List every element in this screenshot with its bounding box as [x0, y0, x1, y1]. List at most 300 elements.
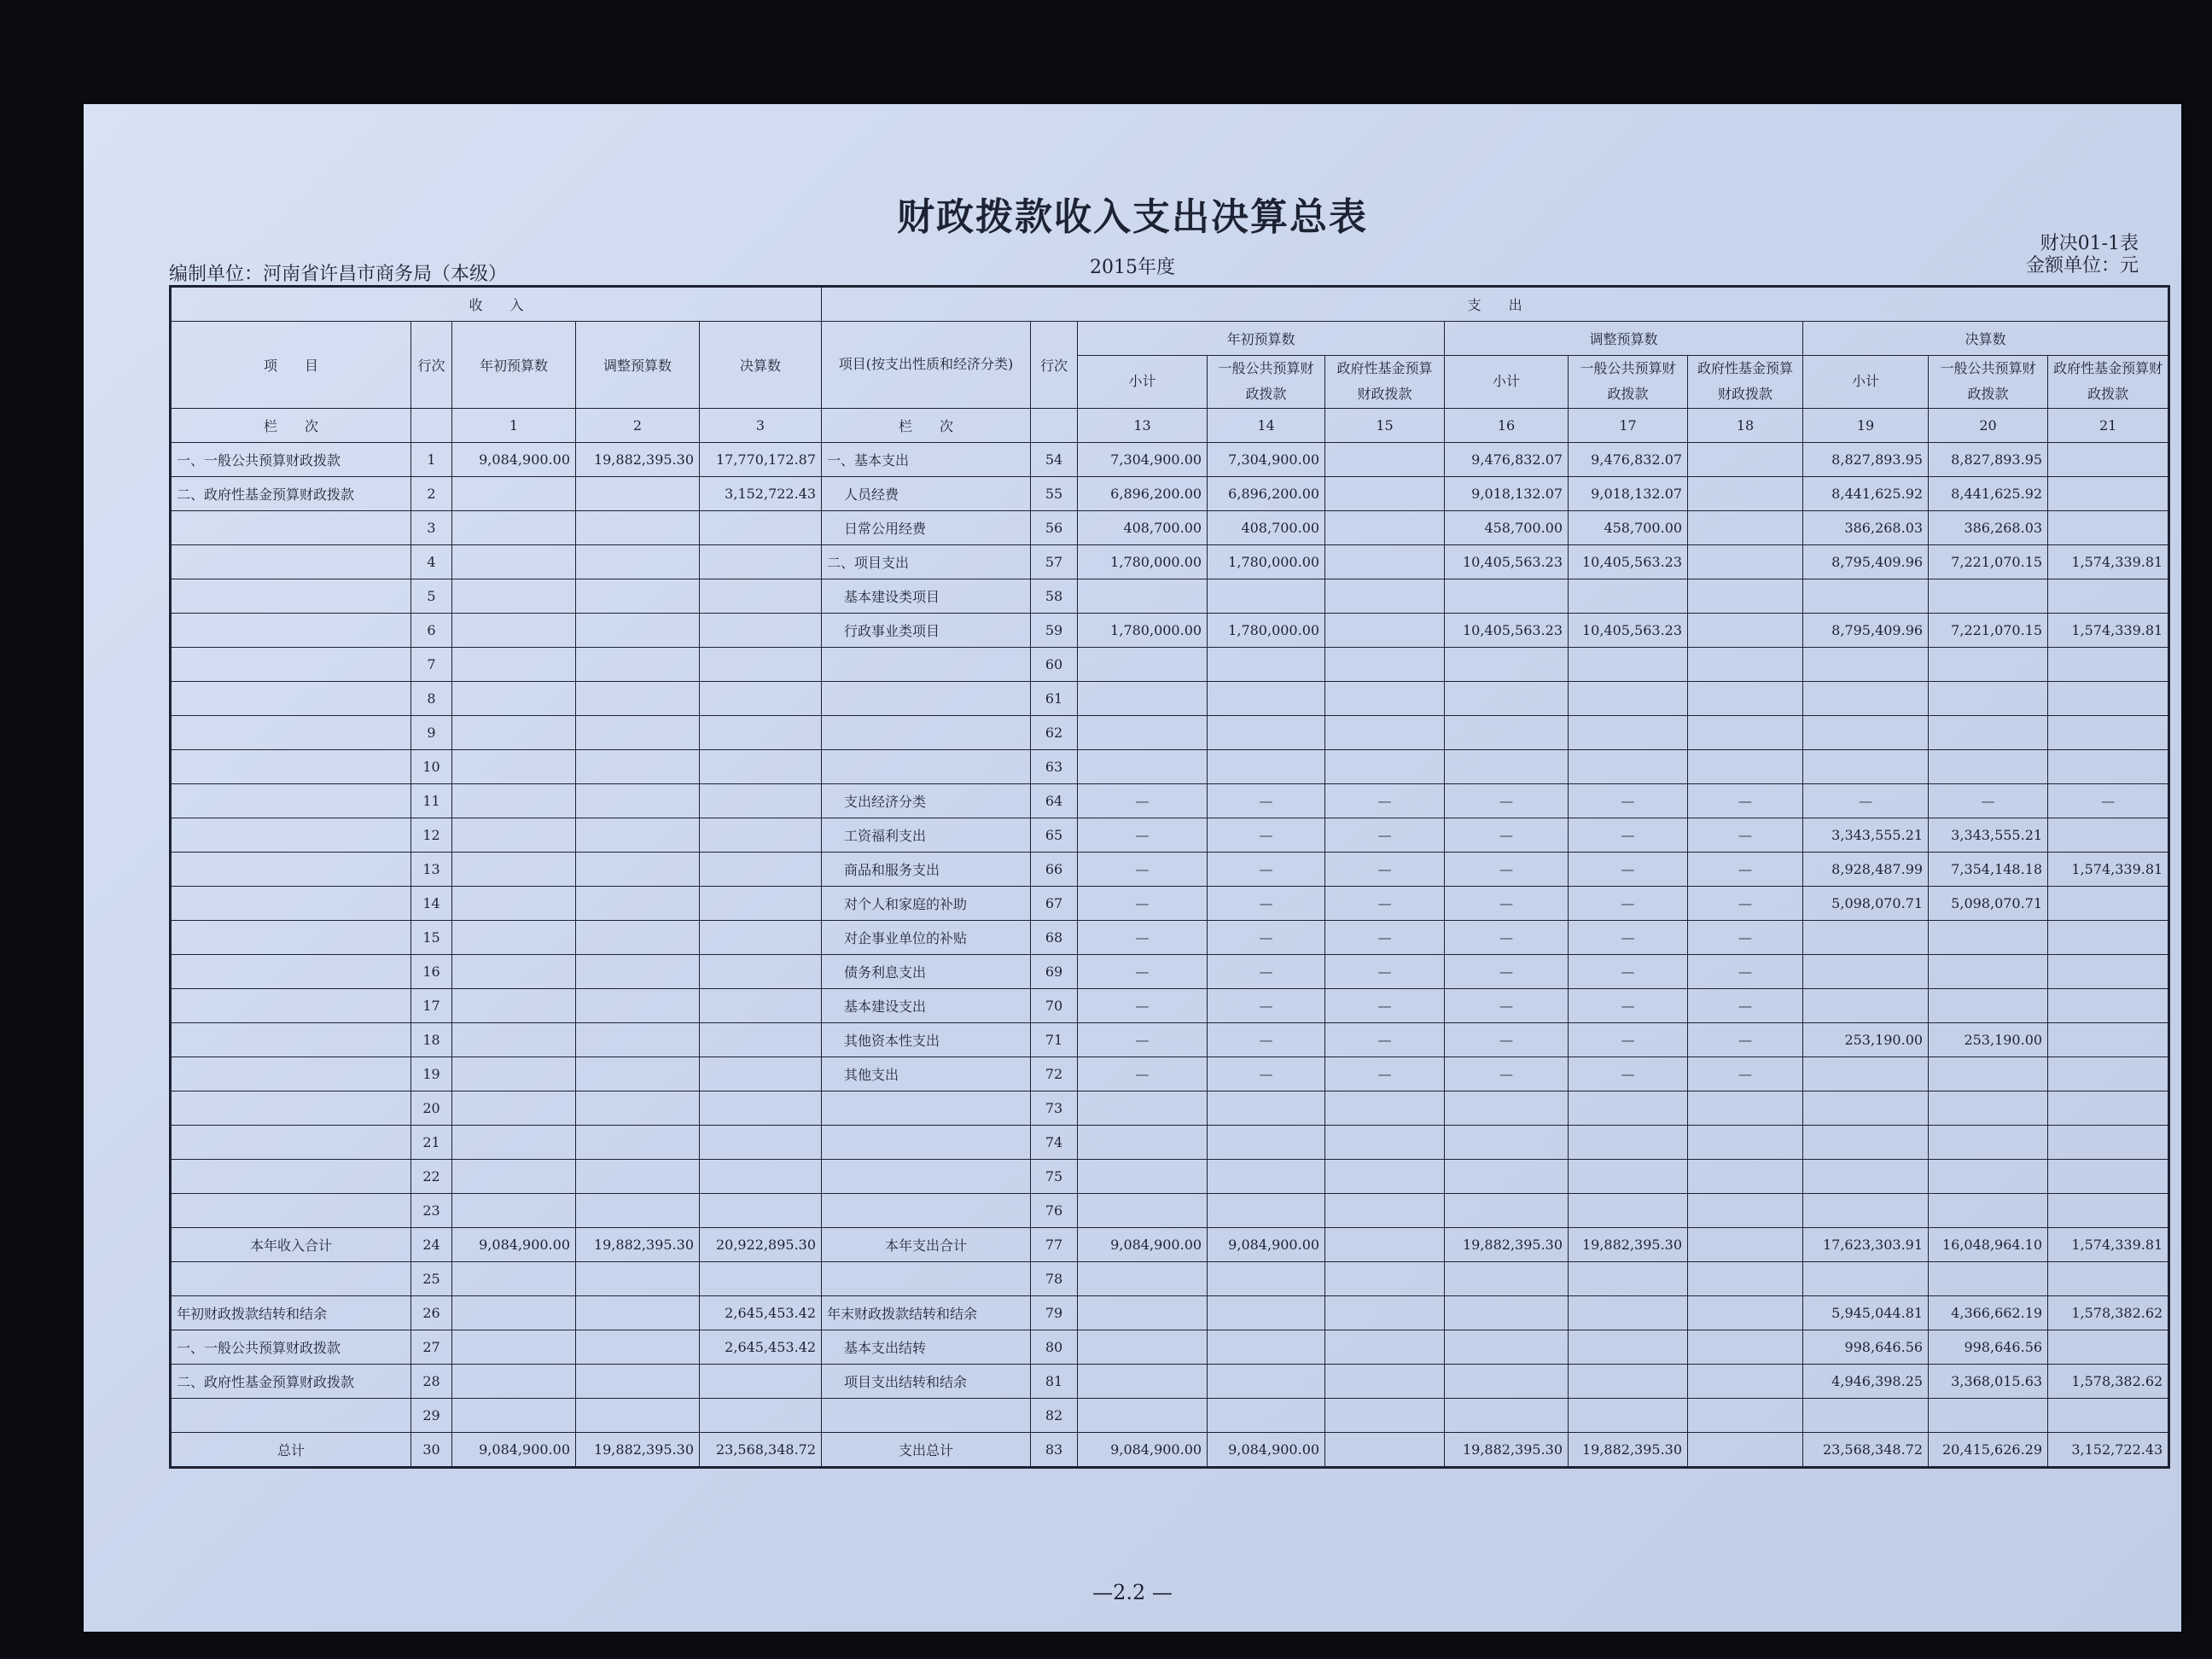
initial-general-cell — [1208, 1159, 1325, 1193]
final-general-cell — [1929, 579, 2048, 613]
adjusted-subtotal-header: 小计 — [1445, 356, 1569, 409]
final-subtotal-cell: 3,343,555.21 — [1803, 818, 1929, 852]
table-row — [171, 1193, 2169, 1227]
initial-fund-cell: — — [1325, 886, 1445, 920]
income-final-cell — [700, 749, 822, 783]
final-fund-cell — [2048, 954, 2169, 988]
final-general-cell — [1929, 920, 2048, 954]
expense-item-cell — [822, 681, 1031, 715]
initial-subtotal-cell — [1078, 1193, 1208, 1227]
final-general-cell — [1929, 954, 2048, 988]
income-row-no-cell: 16 — [411, 954, 452, 988]
adjusted-fund-cell — [1688, 613, 1803, 647]
initial-fund-cell — [1325, 579, 1445, 613]
adjusted-general-cell: 9,476,832.07 — [1569, 442, 1688, 476]
expense-row-no-cell: 63 — [1031, 749, 1078, 783]
table-row — [171, 1364, 2169, 1398]
initial-fund-cell: — — [1325, 818, 1445, 852]
expense-item-cell: 支出经济分类 — [822, 783, 1031, 818]
initial-fund-cell — [1325, 544, 1445, 579]
final-general-cell: 20,415,626.29 — [1929, 1432, 2048, 1467]
income-item-cell — [171, 818, 411, 852]
initial-general-cell: — — [1208, 954, 1325, 988]
income-initial-cell — [452, 681, 576, 715]
final-subtotal-cell: 8,827,893.95 — [1803, 442, 1929, 476]
expense-row-no-cell: 65 — [1031, 818, 1078, 852]
adjusted-subtotal-cell — [1445, 749, 1569, 783]
income-adjusted-cell — [576, 510, 700, 544]
adjusted-fund-cell: — — [1688, 818, 1803, 852]
income-row-no-cell: 9 — [411, 715, 452, 749]
final-fund-cell: 1,574,339.81 — [2048, 544, 2169, 579]
initial-general-header: 一般公共预算财政拨款 — [1208, 356, 1325, 409]
column-number: 14 — [1208, 408, 1325, 442]
final-general-cell: 386,268.03 — [1929, 510, 2048, 544]
table-row — [171, 1057, 2169, 1091]
adjusted-subtotal-cell: — — [1445, 818, 1569, 852]
column-label-blank — [411, 408, 452, 442]
table-row — [171, 1295, 2169, 1330]
income-item-cell — [171, 1193, 411, 1227]
adjusted-fund-cell — [1688, 749, 1803, 783]
initial-fund-cell: — — [1325, 852, 1445, 886]
adjusted-fund-cell — [1688, 1330, 1803, 1364]
final-general-cell: 7,221,070.15 — [1929, 544, 2048, 579]
initial-general-cell — [1208, 1193, 1325, 1227]
income-adjusted-cell: 19,882,395.30 — [576, 442, 700, 476]
table-row — [171, 442, 2169, 476]
income-adjusted-cell — [576, 954, 700, 988]
initial-fund-cell — [1325, 510, 1445, 544]
table-row — [171, 1125, 2169, 1159]
expense-row-no-cell: 71 — [1031, 1022, 1078, 1057]
income-item-cell: 本年收入合计 — [171, 1227, 411, 1261]
final-fund-cell — [2048, 1330, 2169, 1364]
final-fund-cell — [2048, 1057, 2169, 1091]
income-final-cell — [700, 1193, 822, 1227]
initial-subtotal-cell: — — [1078, 988, 1208, 1022]
expense-initial-group: 年初预算数 — [1078, 322, 1445, 356]
initial-fund-cell: — — [1325, 988, 1445, 1022]
final-subtotal-cell: 253,190.00 — [1803, 1022, 1929, 1057]
income-initial-cell — [452, 749, 576, 783]
adjusted-fund-cell — [1688, 1193, 1803, 1227]
expense-row-no-cell: 78 — [1031, 1261, 1078, 1295]
initial-general-cell: 1,780,000.00 — [1208, 613, 1325, 647]
income-adjusted-cell — [576, 647, 700, 681]
adjusted-fund-cell — [1688, 1091, 1803, 1125]
final-general-cell: 8,441,625.92 — [1929, 476, 2048, 510]
expense-item-cell: 债务利息支出 — [822, 954, 1031, 988]
adjusted-fund-cell: — — [1688, 1057, 1803, 1091]
adjusted-fund-header: 政府性基金预算财政拨款 — [1688, 356, 1803, 409]
final-general-cell — [1929, 988, 2048, 1022]
income-row-no-cell: 12 — [411, 818, 452, 852]
initial-fund-cell — [1325, 476, 1445, 510]
income-adjusted-cell — [576, 920, 700, 954]
income-row-no-cell: 8 — [411, 681, 452, 715]
income-row-no-cell: 2 — [411, 476, 452, 510]
final-subtotal-cell — [1803, 1159, 1929, 1193]
income-initial-cell — [452, 715, 576, 749]
adjusted-subtotal-cell: — — [1445, 783, 1569, 818]
initial-subtotal-cell — [1078, 1398, 1208, 1432]
income-adjusted-cell — [576, 1193, 700, 1227]
expense-item-cell: 一、基本支出 — [822, 442, 1031, 476]
final-fund-cell — [2048, 1398, 2169, 1432]
adjusted-general-cell — [1569, 1330, 1688, 1364]
final-subtotal-cell — [1803, 1193, 1929, 1227]
income-initial-cell — [452, 1193, 576, 1227]
expense-row-no-cell: 62 — [1031, 715, 1078, 749]
adjusted-general-cell — [1569, 1125, 1688, 1159]
income-header: 收 入 — [171, 287, 822, 322]
final-general-cell: 3,368,015.63 — [1929, 1364, 2048, 1398]
initial-subtotal-cell: 7,304,900.00 — [1078, 442, 1208, 476]
initial-subtotal-cell: — — [1078, 920, 1208, 954]
table-row — [171, 510, 2169, 544]
expense-item-cell: 二、项目支出 — [822, 544, 1031, 579]
initial-general-cell — [1208, 1125, 1325, 1159]
column-number: 15 — [1325, 408, 1445, 442]
income-item-cell — [171, 1261, 411, 1295]
column-label-blank — [1031, 408, 1078, 442]
initial-fund-header: 政府性基金预算财政拨款 — [1325, 356, 1445, 409]
initial-general-cell: 9,084,900.00 — [1208, 1432, 1325, 1467]
table-row — [171, 1091, 2169, 1125]
income-adjusted-cell — [576, 1295, 700, 1330]
income-row-no-cell: 21 — [411, 1125, 452, 1159]
final-general-cell — [1929, 1091, 2048, 1125]
income-item-cell — [171, 988, 411, 1022]
final-fund-cell — [2048, 1022, 2169, 1057]
initial-subtotal-cell — [1078, 681, 1208, 715]
final-fund-cell — [2048, 681, 2169, 715]
income-initial-cell — [452, 783, 576, 818]
adjusted-general-cell — [1569, 681, 1688, 715]
income-row-no-cell: 23 — [411, 1193, 452, 1227]
adjusted-subtotal-cell: — — [1445, 886, 1569, 920]
final-general-cell — [1929, 715, 2048, 749]
adjusted-subtotal-cell — [1445, 1125, 1569, 1159]
final-fund-cell — [2048, 476, 2169, 510]
income-item-cell — [171, 852, 411, 886]
initial-fund-cell: — — [1325, 783, 1445, 818]
expense-row-no-cell: 73 — [1031, 1091, 1078, 1125]
initial-fund-cell — [1325, 1227, 1445, 1261]
final-general-cell — [1929, 1159, 2048, 1193]
final-subtotal-cell — [1803, 647, 1929, 681]
adjusted-general-header: 一般公共预算财政拨款 — [1569, 356, 1688, 409]
income-final-cell — [700, 1057, 822, 1091]
expense-item-cell — [822, 715, 1031, 749]
income-row-no-cell: 17 — [411, 988, 452, 1022]
expense-item-cell: 基本支出结转 — [822, 1330, 1031, 1364]
income-adjusted-cell — [576, 886, 700, 920]
final-fund-cell — [2048, 510, 2169, 544]
initial-fund-cell — [1325, 1364, 1445, 1398]
initial-subtotal-cell: — — [1078, 1022, 1208, 1057]
initial-subtotal-cell: 1,780,000.00 — [1078, 613, 1208, 647]
expense-item-cell: 工资福利支出 — [822, 818, 1031, 852]
initial-general-cell: — — [1208, 886, 1325, 920]
adjusted-general-cell: — — [1569, 783, 1688, 818]
initial-general-cell: — — [1208, 852, 1325, 886]
income-item-cell — [171, 886, 411, 920]
final-general-cell: 5,098,070.71 — [1929, 886, 2048, 920]
income-adjusted-cell — [576, 1091, 700, 1125]
adjusted-fund-cell: — — [1688, 1022, 1803, 1057]
adjusted-subtotal-cell: — — [1445, 1022, 1569, 1057]
initial-subtotal-cell: — — [1078, 954, 1208, 988]
expense-item-cell — [822, 1159, 1031, 1193]
initial-subtotal-header: 小计 — [1078, 356, 1208, 409]
final-fund-cell — [2048, 1091, 2169, 1125]
final-fund-cell: 1,574,339.81 — [2048, 852, 2169, 886]
initial-subtotal-cell: 9,084,900.00 — [1078, 1227, 1208, 1261]
income-final-cell: 23,568,348.72 — [700, 1432, 822, 1467]
adjusted-general-cell: — — [1569, 920, 1688, 954]
initial-general-cell — [1208, 1398, 1325, 1432]
table-row — [171, 988, 2169, 1022]
expense-row-no-cell: 77 — [1031, 1227, 1078, 1261]
expense-item-header: 项目(按支出性质和经济分类) — [822, 322, 1031, 409]
adjusted-subtotal-cell: 9,476,832.07 — [1445, 442, 1569, 476]
adjusted-fund-cell: — — [1688, 783, 1803, 818]
income-initial-cell — [452, 510, 576, 544]
income-adjusted-cell — [576, 715, 700, 749]
table-row — [171, 681, 2169, 715]
initial-general-cell: — — [1208, 783, 1325, 818]
income-row-no-cell: 15 — [411, 920, 452, 954]
final-subtotal-cell — [1803, 1091, 1929, 1125]
income-final-cell — [700, 544, 822, 579]
income-row-no-cell: 18 — [411, 1022, 452, 1057]
income-adjusted-cell — [576, 988, 700, 1022]
initial-subtotal-cell — [1078, 1125, 1208, 1159]
initial-fund-cell — [1325, 442, 1445, 476]
initial-general-cell — [1208, 715, 1325, 749]
final-general-cell: 998,646.56 — [1929, 1330, 2048, 1364]
income-row-no-cell: 25 — [411, 1261, 452, 1295]
adjusted-general-cell — [1569, 1159, 1688, 1193]
income-initial-cell — [452, 1057, 576, 1091]
initial-fund-cell — [1325, 1159, 1445, 1193]
adjusted-general-cell: — — [1569, 988, 1688, 1022]
adjusted-subtotal-cell: — — [1445, 988, 1569, 1022]
expense-row-no-cell: 55 — [1031, 476, 1078, 510]
adjusted-fund-cell — [1688, 1398, 1803, 1432]
income-item-cell: 年初财政拨款结转和结余 — [171, 1295, 411, 1330]
initial-subtotal-cell: — — [1078, 818, 1208, 852]
income-item-cell — [171, 613, 411, 647]
adjusted-general-cell: 9,018,132.07 — [1569, 476, 1688, 510]
income-adjusted-cell — [576, 1057, 700, 1091]
final-accounts-table — [169, 285, 2170, 1469]
expense-item-cell: 行政事业类项目 — [822, 613, 1031, 647]
final-general-cell: 7,354,148.18 — [1929, 852, 2048, 886]
final-subtotal-cell — [1803, 920, 1929, 954]
initial-general-cell — [1208, 681, 1325, 715]
final-fund-cell: — — [2048, 783, 2169, 818]
income-final-cell — [700, 681, 822, 715]
expense-row-no-cell: 68 — [1031, 920, 1078, 954]
income-final-cell — [700, 1091, 822, 1125]
table-row — [171, 1159, 2169, 1193]
expense-adjusted-group: 调整预算数 — [1445, 322, 1803, 356]
income-adjusted-cell — [576, 1364, 700, 1398]
initial-subtotal-cell: 1,780,000.00 — [1078, 544, 1208, 579]
initial-general-cell — [1208, 647, 1325, 681]
adjusted-fund-cell — [1688, 1364, 1803, 1398]
initial-fund-cell: — — [1325, 954, 1445, 988]
income-adjusted-cell — [576, 783, 700, 818]
income-final-cell: 20,922,895.30 — [700, 1227, 822, 1261]
expense-item-cell: 基本建设类项目 — [822, 579, 1031, 613]
adjusted-subtotal-cell — [1445, 681, 1569, 715]
adjusted-general-cell — [1569, 1261, 1688, 1295]
table-row — [171, 886, 2169, 920]
final-general-cell — [1929, 681, 2048, 715]
adjusted-general-cell — [1569, 647, 1688, 681]
expense-row-no-cell: 81 — [1031, 1364, 1078, 1398]
expense-row-no-cell: 59 — [1031, 613, 1078, 647]
income-final-cell — [700, 1159, 822, 1193]
initial-fund-cell — [1325, 1330, 1445, 1364]
expense-item-cell — [822, 1398, 1031, 1432]
initial-subtotal-cell — [1078, 579, 1208, 613]
final-fund-cell — [2048, 1159, 2169, 1193]
adjusted-general-cell: — — [1569, 1057, 1688, 1091]
income-row-no-cell: 11 — [411, 783, 452, 818]
table-row — [171, 749, 2169, 783]
adjusted-fund-cell — [1688, 544, 1803, 579]
adjusted-general-cell: — — [1569, 886, 1688, 920]
income-item-cell — [171, 510, 411, 544]
final-subtotal-cell: 998,646.56 — [1803, 1330, 1929, 1364]
expense-row-no-cell: 67 — [1031, 886, 1078, 920]
currency-unit: 金额单位：元 — [2025, 255, 2139, 276]
income-adjusted-cell — [576, 1261, 700, 1295]
expense-item-cell: 年末财政拨款结转和结余 — [822, 1295, 1031, 1330]
table-row — [171, 954, 2169, 988]
final-subtotal-cell: 8,441,625.92 — [1803, 476, 1929, 510]
final-fund-cell — [2048, 886, 2169, 920]
income-initial-cell — [452, 647, 576, 681]
income-row-no-cell: 14 — [411, 886, 452, 920]
income-row-no-cell: 10 — [411, 749, 452, 783]
income-initial-cell — [452, 1330, 576, 1364]
expense-row-no-cell: 80 — [1031, 1330, 1078, 1364]
final-subtotal-cell: 8,795,409.96 — [1803, 544, 1929, 579]
table-row — [171, 852, 2169, 886]
income-final-cell — [700, 647, 822, 681]
income-initial-cell — [452, 476, 576, 510]
expense-item-cell: 本年支出合计 — [822, 1227, 1031, 1261]
initial-general-cell: 7,304,900.00 — [1208, 442, 1325, 476]
income-initial-cell: 9,084,900.00 — [452, 1227, 576, 1261]
income-item-cell — [171, 783, 411, 818]
adjusted-subtotal-cell: 9,018,132.07 — [1445, 476, 1569, 510]
income-item-cell — [171, 1022, 411, 1057]
table-row — [171, 579, 2169, 613]
income-initial-cell — [452, 579, 576, 613]
final-subtotal-cell: — — [1803, 783, 1929, 818]
expense-item-cell: 对企事业单位的补贴 — [822, 920, 1031, 954]
initial-general-cell: — — [1208, 818, 1325, 852]
expense-header: 支 出 — [822, 287, 2169, 322]
income-item-cell — [171, 715, 411, 749]
income-adjusted-cell: 19,882,395.30 — [576, 1227, 700, 1261]
expense-item-cell: 其他资本性支出 — [822, 1022, 1031, 1057]
column-number: 18 — [1688, 408, 1803, 442]
income-item-cell — [171, 1398, 411, 1432]
income-row-no-cell: 1 — [411, 442, 452, 476]
income-row-no-cell: 28 — [411, 1364, 452, 1398]
income-row-no-cell: 19 — [411, 1057, 452, 1091]
initial-subtotal-cell — [1078, 715, 1208, 749]
income-row-no-cell: 30 — [411, 1432, 452, 1467]
final-general-cell — [1929, 1261, 2048, 1295]
adjusted-subtotal-cell — [1445, 1364, 1569, 1398]
income-row-no-cell: 20 — [411, 1091, 452, 1125]
final-subtotal-cell — [1803, 579, 1929, 613]
expense-item-cell: 项目支出结转和结余 — [822, 1364, 1031, 1398]
expense-row-no-cell: 56 — [1031, 510, 1078, 544]
income-final-cell: 2,645,453.42 — [700, 1295, 822, 1330]
adjusted-subtotal-cell — [1445, 1398, 1569, 1432]
adjusted-fund-cell — [1688, 715, 1803, 749]
initial-general-cell: — — [1208, 1057, 1325, 1091]
adjusted-subtotal-cell: 19,882,395.30 — [1445, 1432, 1569, 1467]
initial-fund-cell — [1325, 647, 1445, 681]
income-initial-cell — [452, 1364, 576, 1398]
income-row-no-cell: 29 — [411, 1398, 452, 1432]
income-item-header: 项 目 — [171, 322, 411, 409]
adjusted-general-cell — [1569, 1398, 1688, 1432]
income-initial-cell — [452, 988, 576, 1022]
initial-fund-cell: — — [1325, 1022, 1445, 1057]
adjusted-fund-cell — [1688, 647, 1803, 681]
column-number: 2 — [576, 408, 700, 442]
adjusted-general-cell — [1569, 1364, 1688, 1398]
adjusted-fund-cell — [1688, 681, 1803, 715]
initial-subtotal-cell: — — [1078, 852, 1208, 886]
adjusted-general-cell: 458,700.00 — [1569, 510, 1688, 544]
final-subtotal-cell: 5,945,044.81 — [1803, 1295, 1929, 1330]
income-initial-cell — [452, 1022, 576, 1057]
final-subtotal-cell — [1803, 749, 1929, 783]
final-subtotal-cell — [1803, 681, 1929, 715]
income-initial-cell — [452, 818, 576, 852]
adjusted-fund-cell: — — [1688, 886, 1803, 920]
expense-item-cell — [822, 1193, 1031, 1227]
initial-fund-cell — [1325, 1193, 1445, 1227]
adjusted-fund-cell: — — [1688, 920, 1803, 954]
initial-fund-cell: — — [1325, 1057, 1445, 1091]
income-final-cell — [700, 510, 822, 544]
final-fund-cell — [2048, 1261, 2169, 1295]
final-accounts-table-wrap — [169, 285, 2168, 1469]
adjusted-subtotal-cell: — — [1445, 852, 1569, 886]
initial-subtotal-cell: 9,084,900.00 — [1078, 1432, 1208, 1467]
initial-fund-cell — [1325, 1295, 1445, 1330]
table-row — [171, 1330, 2169, 1364]
income-final-cell — [700, 715, 822, 749]
income-initial-cell — [452, 1295, 576, 1330]
table-row — [171, 715, 2169, 749]
expense-row-no-cell: 82 — [1031, 1398, 1078, 1432]
